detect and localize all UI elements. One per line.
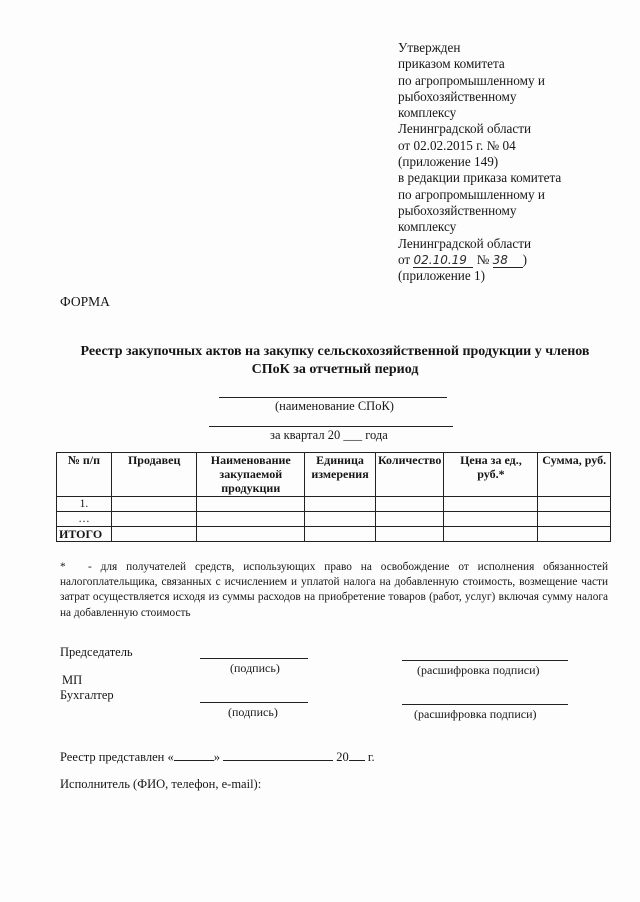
table-total-row <box>57 527 611 542</box>
table-row <box>57 512 611 527</box>
approval-line: по агропромышленному и <box>398 72 545 88</box>
table-cell <box>111 527 197 542</box>
approval-line: рыбохозяйственному <box>398 88 517 104</box>
edition-prefix: от <box>398 251 411 267</box>
approval-line: Утвержден <box>398 40 461 55</box>
table-header-row <box>57 453 611 497</box>
table-cell <box>197 527 305 542</box>
table-cell <box>111 497 197 512</box>
edition-close: ) <box>522 251 528 267</box>
table-cell <box>305 527 376 542</box>
col-header-product: Наименование закупаемой продукции <box>197 453 305 497</box>
registry-prefix: Реестр представлен « <box>60 750 174 764</box>
approval-line: (приложение 149) <box>398 154 499 170</box>
chairman-label: Председатель <box>60 645 133 659</box>
col-header-seller: Продавец <box>111 453 197 497</box>
chairman-decode-line <box>402 660 568 661</box>
table-cell <box>375 527 443 542</box>
approval-line: комплексу <box>398 105 457 121</box>
approval-line: рыбохозяйственному <box>398 202 517 218</box>
footnote-text: - для получателей средств, использующих право на освобождение от исполнения обязанностей налогоплательщика, связанных с исчислением и уплатой налога на добавленную стоимость, возмещение части затрат осуществляется исходя из суммы расходов на приобретение товаров (работ, услуг) включая сумму налога на добавленную стоимость <box>60 561 608 619</box>
coop-name-line-2 <box>209 426 453 427</box>
accountant-decode-caption: (расшифровка подписи) <box>414 707 537 721</box>
table-row <box>57 497 611 512</box>
approval-line: по агропромышленному и <box>398 186 545 202</box>
table-cell <box>444 497 538 512</box>
approval-block <box>398 40 561 284</box>
approval-line: в редакции приказа комитета <box>398 170 562 186</box>
table-cell <box>375 512 443 527</box>
col-header-number: № п/п <box>57 453 112 497</box>
edition-line <box>398 252 561 268</box>
col-header-quantity: Количество <box>375 453 443 497</box>
footnote <box>60 560 608 621</box>
document-title: Реестр закупочных актов на закупку сельскохозяйственной продукции у членов СПоК за отчетный период <box>80 344 590 377</box>
accountant-signature-line <box>200 702 308 703</box>
seal-label: МП <box>62 673 83 687</box>
registry-day-blank <box>174 749 214 761</box>
approval-line: комплексу <box>398 219 457 235</box>
table-cell: 1. <box>57 497 112 512</box>
registry-mid: » <box>213 750 220 764</box>
quarter-text: за квартал 20 ___ года <box>270 428 388 442</box>
table-cell <box>375 497 443 512</box>
approval-line: от 02.02.2015 г. № 04 <box>398 137 516 153</box>
edition-number-handwritten: 38 <box>493 254 523 268</box>
col-header-sum: Сумма, руб. <box>538 453 611 497</box>
col-header-price: Цена за ед., руб.* <box>444 453 538 497</box>
table-cell <box>305 512 376 527</box>
table-cell: … <box>57 512 112 527</box>
table-cell <box>305 497 376 512</box>
table-cell <box>538 497 611 512</box>
registry-submitted-line <box>60 749 375 765</box>
registry-suffix: г. <box>367 750 375 764</box>
chairman-decode-caption: (расшифровка подписи) <box>417 663 540 677</box>
table-cell <box>444 512 538 527</box>
table-cell <box>538 512 611 527</box>
table-cell <box>197 497 305 512</box>
col-header-unit: Единица измерения <box>305 453 376 497</box>
footnote-marker: * <box>60 561 66 573</box>
chairman-signature-line <box>200 658 308 659</box>
approval-line: Ленинградской области <box>398 121 532 137</box>
edition-date-handwritten: 02.10.19 <box>413 254 473 268</box>
executor-label: Исполнитель (ФИО, телефон, e-mail): <box>60 777 262 791</box>
coop-name-caption: (наименование СПоК) <box>275 399 394 413</box>
table-cell <box>111 512 197 527</box>
approval-appendix: (приложение 1) <box>398 268 485 284</box>
accountant-signature-caption: (подпись) <box>228 705 278 719</box>
approval-line: приказом комитета <box>398 56 505 72</box>
register-table <box>56 452 611 542</box>
chairman-signature-caption: (подпись) <box>230 661 280 675</box>
registry-year-blank <box>349 749 365 761</box>
form-label: ФОРМА <box>60 294 110 309</box>
table-cell <box>444 527 538 542</box>
table-cell <box>197 512 305 527</box>
table-cell <box>538 527 611 542</box>
edition-number-label: № <box>476 251 490 267</box>
accountant-label: Бухгалтер <box>60 688 114 702</box>
accountant-decode-line <box>402 704 568 705</box>
approval-line: Ленинградской области <box>398 235 532 251</box>
registry-month-blank <box>223 749 333 761</box>
coop-name-line <box>219 397 447 398</box>
table-cell-total-label: ИТОГО <box>57 527 112 542</box>
registry-year: 20 <box>336 750 349 764</box>
